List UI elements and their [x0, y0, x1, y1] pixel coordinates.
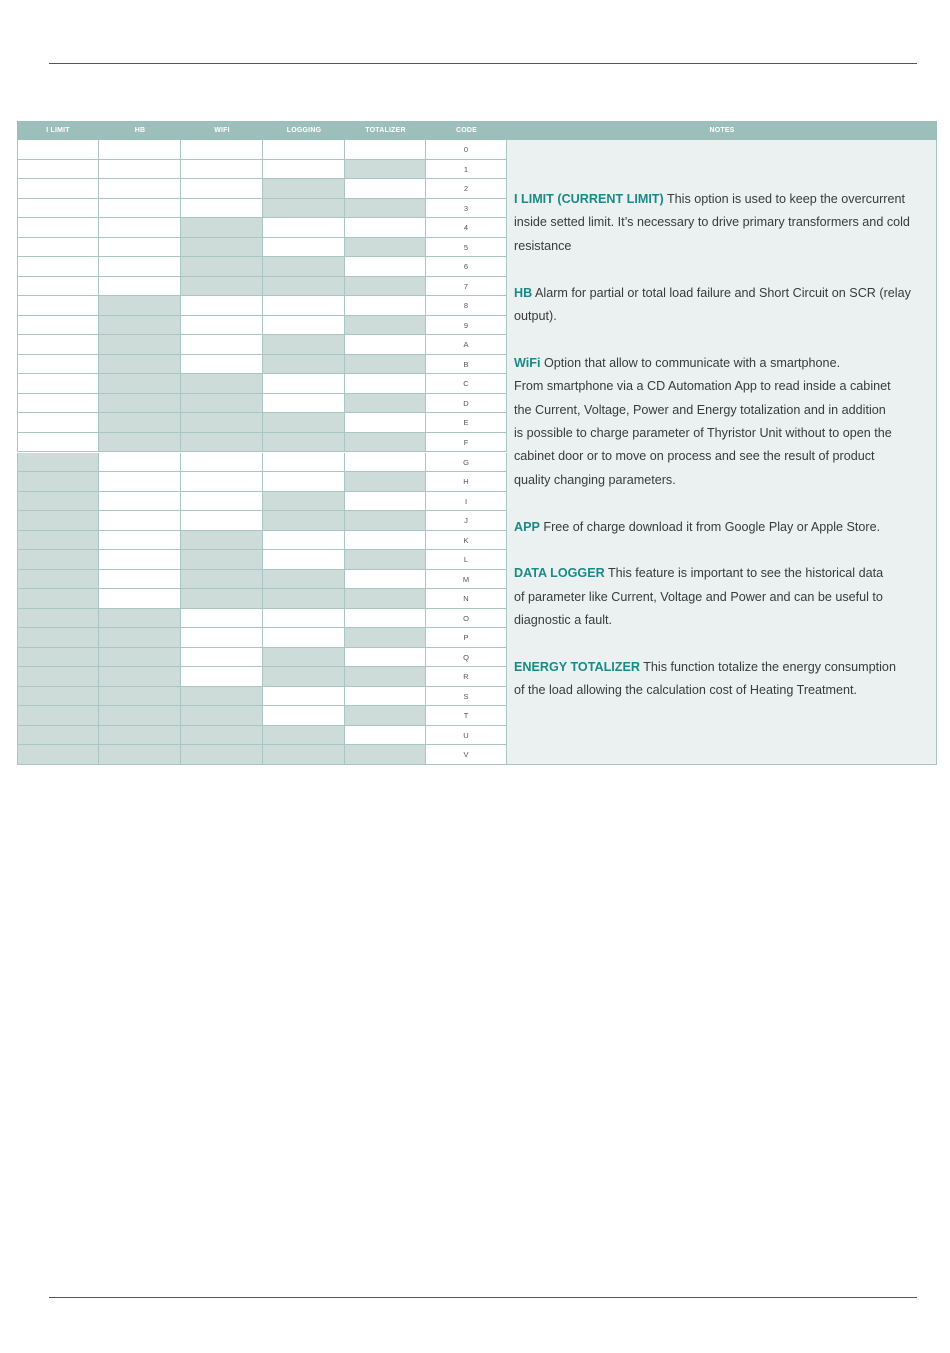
- note-paragraph: [514, 282, 928, 329]
- cell-hb: [99, 726, 181, 746]
- cell-logging: [263, 726, 345, 746]
- code-cell: Q: [426, 648, 507, 668]
- cell-logging: [263, 140, 345, 160]
- note-line: output).: [514, 309, 557, 324]
- cell-totalizer: [345, 628, 426, 648]
- cell-wifi: [181, 726, 263, 746]
- cell-logging: [263, 570, 345, 590]
- code-cell: M: [426, 570, 507, 590]
- code-cell: 8: [426, 296, 507, 316]
- note-line: resistance: [514, 238, 572, 253]
- cell-totalizer: [345, 453, 426, 473]
- note-line: of parameter like Current, Voltage and Power and can be useful to: [514, 589, 883, 604]
- cell-totalizer: [345, 140, 426, 160]
- cell-logging: [263, 277, 345, 297]
- note-line: ENERGY TOTALIZER This function totalize the energy consumption: [514, 660, 896, 675]
- cell-logging: [263, 589, 345, 609]
- cell-totalizer: [345, 609, 426, 629]
- cell-hb: [99, 687, 181, 707]
- cell-i-limit: [17, 726, 99, 746]
- cell-hb: [99, 589, 181, 609]
- code-cell: U: [426, 726, 507, 746]
- cell-hb: [99, 199, 181, 219]
- cell-wifi: [181, 335, 263, 355]
- cell-hb: [99, 335, 181, 355]
- cell-wifi: [181, 179, 263, 199]
- note-line: HB Alarm for partial or total load failure and Short Circuit on SCR (relay: [514, 285, 911, 300]
- code-cell: 2: [426, 179, 507, 199]
- code-cell: R: [426, 667, 507, 687]
- cell-wifi: [181, 745, 263, 765]
- cell-logging: [263, 648, 345, 668]
- code-cell: 9: [426, 316, 507, 336]
- cell-totalizer: [345, 179, 426, 199]
- cell-wifi: [181, 628, 263, 648]
- cell-wifi: [181, 453, 263, 473]
- cell-wifi: [181, 472, 263, 492]
- cell-i-limit: [17, 199, 99, 219]
- cell-hb: [99, 453, 181, 473]
- cell-totalizer: [345, 492, 426, 512]
- cell-totalizer: [345, 687, 426, 707]
- cell-totalizer: [345, 335, 426, 355]
- cell-totalizer: [345, 589, 426, 609]
- code-cell: A: [426, 335, 507, 355]
- cell-i-limit: [17, 687, 99, 707]
- cell-wifi: [181, 277, 263, 297]
- cell-hb: [99, 745, 181, 765]
- cell-hb: [99, 472, 181, 492]
- col-header-hb: HB: [99, 121, 181, 140]
- cell-logging: [263, 433, 345, 453]
- cell-i-limit: [17, 140, 99, 160]
- cell-hb: [99, 296, 181, 316]
- note-line: of the load allowing the calculation cost of Heating Treatment.: [514, 683, 858, 698]
- cell-totalizer: [345, 199, 426, 219]
- note-paragraph: [514, 516, 928, 539]
- cell-logging: [263, 316, 345, 336]
- cell-logging: [263, 745, 345, 765]
- cell-i-limit: [17, 179, 99, 199]
- cell-i-limit: [17, 492, 99, 512]
- cell-i-limit: [17, 531, 99, 551]
- code-cell: L: [426, 550, 507, 570]
- note-line: cabinet door or to move on process and see the result of product: [514, 449, 875, 464]
- footer-rule: [49, 1297, 917, 1298]
- cell-wifi: [181, 238, 263, 258]
- cell-logging: [263, 453, 345, 473]
- cell-logging: [263, 667, 345, 687]
- cell-logging: [263, 550, 345, 570]
- code-cell: P: [426, 628, 507, 648]
- cell-logging: [263, 628, 345, 648]
- cell-hb: [99, 706, 181, 726]
- cell-logging: [263, 413, 345, 433]
- cell-i-limit: [17, 706, 99, 726]
- cell-totalizer: [345, 374, 426, 394]
- cell-totalizer: [345, 257, 426, 277]
- option-code-table: [17, 121, 937, 765]
- code-cell: I: [426, 492, 507, 512]
- col-header-code: CODE: [426, 121, 507, 140]
- cell-wifi: [181, 257, 263, 277]
- note-paragraph: [514, 562, 928, 632]
- cell-i-limit: [17, 316, 99, 336]
- cell-totalizer: [345, 706, 426, 726]
- cell-hb: [99, 394, 181, 414]
- note-line: quality changing parameters.: [514, 472, 676, 487]
- cell-i-limit: [17, 609, 99, 629]
- code-cell: S: [426, 687, 507, 707]
- code-cell: V: [426, 745, 507, 765]
- code-cell: 7: [426, 277, 507, 297]
- col-header-totalizer: TOTALIZER: [345, 121, 426, 140]
- code-cell: 3: [426, 199, 507, 219]
- cell-totalizer: [345, 726, 426, 746]
- cell-i-limit: [17, 394, 99, 414]
- code-cell: 1: [426, 160, 507, 180]
- code-cell: B: [426, 355, 507, 375]
- cell-i-limit: [17, 667, 99, 687]
- note-line: APP Free of charge download it from Google Play or Apple Store.: [514, 519, 881, 534]
- cell-i-limit: [17, 218, 99, 238]
- cell-wifi: [181, 667, 263, 687]
- cell-totalizer: [345, 296, 426, 316]
- cell-logging: [263, 199, 345, 219]
- cell-hb: [99, 374, 181, 394]
- cell-logging: [263, 687, 345, 707]
- cell-i-limit: [17, 745, 99, 765]
- cell-wifi: [181, 394, 263, 414]
- cell-logging: [263, 472, 345, 492]
- cell-i-limit: [17, 335, 99, 355]
- cell-totalizer: [345, 394, 426, 414]
- cell-i-limit: [17, 511, 99, 531]
- cell-i-limit: [17, 589, 99, 609]
- cell-wifi: [181, 706, 263, 726]
- cell-logging: [263, 296, 345, 316]
- cell-totalizer: [345, 531, 426, 551]
- header-rule: [49, 63, 917, 64]
- cell-totalizer: [345, 745, 426, 765]
- cell-wifi: [181, 589, 263, 609]
- cell-wifi: [181, 648, 263, 668]
- cell-totalizer: [345, 413, 426, 433]
- cell-hb: [99, 160, 181, 180]
- col-header-notes: NOTES: [507, 121, 937, 140]
- cell-totalizer: [345, 667, 426, 687]
- code-cell: 6: [426, 257, 507, 277]
- cell-wifi: [181, 492, 263, 512]
- note-paragraph: [514, 188, 928, 258]
- cell-hb: [99, 667, 181, 687]
- cell-wifi: [181, 531, 263, 551]
- cell-hb: [99, 511, 181, 531]
- cell-i-limit: [17, 453, 99, 473]
- code-cell: H: [426, 472, 507, 492]
- cell-wifi: [181, 511, 263, 531]
- cell-hb: [99, 628, 181, 648]
- cell-hb: [99, 531, 181, 551]
- cell-logging: [263, 374, 345, 394]
- note-line: DATA LOGGER This feature is important to see the historical data: [514, 566, 884, 581]
- cell-hb: [99, 316, 181, 336]
- cell-wifi: [181, 609, 263, 629]
- cell-logging: [263, 531, 345, 551]
- cell-logging: [263, 492, 345, 512]
- code-cell: N: [426, 589, 507, 609]
- code-cell: T: [426, 706, 507, 726]
- cell-totalizer: [345, 355, 426, 375]
- cell-hb: [99, 218, 181, 238]
- cell-hb: [99, 648, 181, 668]
- cell-wifi: [181, 140, 263, 160]
- cell-i-limit: [17, 472, 99, 492]
- code-cell: E: [426, 413, 507, 433]
- cell-logging: [263, 160, 345, 180]
- cell-totalizer: [345, 511, 426, 531]
- cell-hb: [99, 433, 181, 453]
- cell-logging: [263, 218, 345, 238]
- cell-wifi: [181, 316, 263, 336]
- cell-wifi: [181, 199, 263, 219]
- note-line: diagnostic a fault.: [514, 613, 613, 628]
- cell-totalizer: [345, 433, 426, 453]
- cell-hb: [99, 179, 181, 199]
- cell-totalizer: [345, 277, 426, 297]
- col-header-i-limit: I LIMIT: [17, 121, 99, 140]
- cell-totalizer: [345, 160, 426, 180]
- cell-i-limit: [17, 238, 99, 258]
- note-keyword: DATA LOGGER: [514, 566, 605, 581]
- cell-totalizer: [345, 570, 426, 590]
- note-keyword: HB: [514, 285, 533, 300]
- cell-logging: [263, 238, 345, 258]
- cell-hb: [99, 277, 181, 297]
- cell-wifi: [181, 413, 263, 433]
- cell-logging: [263, 355, 345, 375]
- note-line: From smartphone via a CD Automation App to read inside a cabinet: [514, 379, 891, 394]
- cell-logging: [263, 706, 345, 726]
- cell-totalizer: [345, 238, 426, 258]
- note-paragraph: [514, 352, 928, 492]
- code-cell: D: [426, 394, 507, 414]
- cell-logging: [263, 335, 345, 355]
- cell-i-limit: [17, 296, 99, 316]
- code-cell: K: [426, 531, 507, 551]
- cell-totalizer: [345, 218, 426, 238]
- cell-wifi: [181, 570, 263, 590]
- cell-hb: [99, 609, 181, 629]
- code-cell: J: [426, 511, 507, 531]
- cell-logging: [263, 511, 345, 531]
- cell-hb: [99, 140, 181, 160]
- note-line: WiFi Option that allow to communicate with a smartphone.: [514, 355, 841, 370]
- cell-logging: [263, 609, 345, 629]
- col-header-logging: LOGGING: [263, 121, 345, 140]
- cell-i-limit: [17, 413, 99, 433]
- cell-hb: [99, 492, 181, 512]
- cell-totalizer: [345, 472, 426, 492]
- cell-i-limit: [17, 257, 99, 277]
- cell-wifi: [181, 355, 263, 375]
- cell-totalizer: [345, 648, 426, 668]
- note-keyword: APP: [514, 519, 540, 534]
- cell-hb: [99, 550, 181, 570]
- cell-hb: [99, 355, 181, 375]
- cell-hb: [99, 413, 181, 433]
- cell-i-limit: [17, 550, 99, 570]
- cell-i-limit: [17, 433, 99, 453]
- notes-panel: [507, 140, 937, 765]
- cell-hb: [99, 238, 181, 258]
- cell-hb: [99, 570, 181, 590]
- note-keyword: I LIMIT (CURRENT LIMIT): [514, 192, 664, 206]
- cell-i-limit: [17, 628, 99, 648]
- cell-wifi: [181, 160, 263, 180]
- code-cell: 4: [426, 218, 507, 238]
- code-cell: F: [426, 433, 507, 453]
- note-line: inside setted limit. It’s necessary to drive primary transformers and cold: [514, 215, 910, 230]
- cell-hb: [99, 257, 181, 277]
- cell-wifi: [181, 433, 263, 453]
- code-cell: G: [426, 453, 507, 473]
- cell-wifi: [181, 296, 263, 316]
- cell-i-limit: [17, 570, 99, 590]
- cell-i-limit: [17, 355, 99, 375]
- cell-i-limit: [17, 374, 99, 394]
- cell-wifi: [181, 218, 263, 238]
- cell-i-limit: [17, 160, 99, 180]
- cell-i-limit: [17, 277, 99, 297]
- code-cell: 5: [426, 238, 507, 258]
- cell-logging: [263, 394, 345, 414]
- cell-i-limit: [17, 648, 99, 668]
- code-cell: O: [426, 609, 507, 629]
- cell-totalizer: [345, 316, 426, 336]
- note-line: I LIMIT (CURRENT LIMIT) This option is used to keep the overcurrent: [514, 192, 905, 206]
- col-header-wifi: WIFI: [181, 121, 263, 140]
- note-line: is possible to charge parameter of Thyristor Unit without to open the: [514, 426, 892, 441]
- cell-wifi: [181, 687, 263, 707]
- note-paragraph: [514, 656, 928, 703]
- cell-wifi: [181, 374, 263, 394]
- note-keyword: ENERGY TOTALIZER: [514, 660, 640, 675]
- cell-logging: [263, 179, 345, 199]
- cell-logging: [263, 257, 345, 277]
- cell-totalizer: [345, 550, 426, 570]
- code-cell: C: [426, 374, 507, 394]
- cell-wifi: [181, 550, 263, 570]
- note-line: the Current, Voltage, Power and Energy totalization and in addition: [514, 402, 886, 417]
- note-keyword: WiFi: [514, 355, 541, 370]
- code-cell: 0: [426, 140, 507, 160]
